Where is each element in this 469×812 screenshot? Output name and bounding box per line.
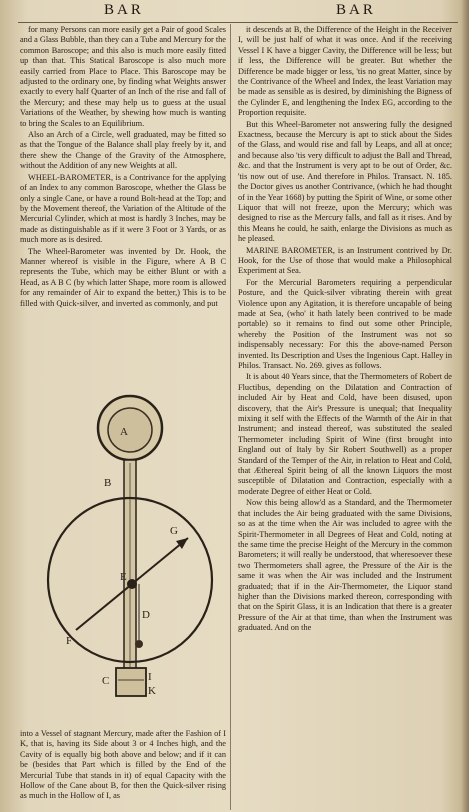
running-header <box>0 2 469 20</box>
mercury-vessel <box>116 668 146 696</box>
paragraph: for many Persons can more easily get a Pair of good Scales and a Glass Bubble, than they can a Tube and Mercury for the common Baroscope; and this also is much more easily fitted up than that. This Statical Baroscope is also much more easily carried from Place to Place. This Baroscope may be adjusted to the ordinary one, by finding what Weights answer exactly to every half Quarter of an Inch of the rise and fall of the Mercury; and these may help us to guess at the usual Variations of the Weather, by shewing how much is wanting to bring the Scales to an Equilibrium. <box>20 25 226 128</box>
label-g: G <box>170 525 178 537</box>
header-rule <box>18 22 458 23</box>
label-f: F <box>66 635 73 647</box>
label-e: E <box>120 571 127 583</box>
paragraph: Also an Arch of a Circle, well graduated, may be fitted so as that the Tongue of the Balance shall play freely by it, and there shew the Change of the Gravity of the Atmosphere, without the Addition of any new Weights at all. <box>20 130 226 171</box>
wheel-barometer-engraving <box>46 368 216 726</box>
page-edge-shadow <box>461 0 469 812</box>
column-divider <box>230 24 231 810</box>
label-a: A <box>120 426 128 438</box>
paragraph: WHEEL-BAROMETER, is a Contrivance for the applying of an Index to any common Baroscope, whether the Glass be only a single Cane, or have a round Bolt-head at the Top; and by the Movement thereof, the Variation of the Altitude of the Mercurial Cylinder, which at most is hardly 3 Inches, may be made as distinguishable as if it were 3 Foot or 3 Yards, or as much more as is desired. <box>20 172 226 245</box>
paragraph: But this Wheel-Barometer not answering fully the designed Exactness, because the Mercury is apt to stick about the Sides of the Glass, and would rise and fall by Leaps, and all at once; and because also 'tis very difficult to adjust the Ball and Thread, &c. and that the Instrument is very apt to be out of Order, &c. 'tis now out of use. And therefore in Philos. Transact. N. 185. the Doctor gives us another Contrivance, (which he had thought of in the Year 1668) by putting the Spirit of Wine, or some other Liquor that will not freeze, upon the Mercury; which was designed to rise as the Mercury falls, and fall as it rises. And by this Means he could, he saith, enlarge the Divisions as much as he pleased. <box>238 119 452 244</box>
header-left: BAR <box>104 2 144 18</box>
paragraph: into a Vessel of stagnant Mercury, made after the Fashion of I K, that is, having its Side about 3 or 4 Inches high, and the Cavity of is equally big both above and below; and if it can be (besides that Part which is filled by the End of the Mercurial Tube that stands in it) of equal Capacity with the Hollow of the Cane about B, for then the Quick-silver rising as much in the Hollow of I, as <box>20 729 226 801</box>
wheel-hub <box>127 579 137 589</box>
left-column-continuation <box>20 729 226 803</box>
paragraph: It is about 40 Years since, that the Thermometers of Robert de Fluctibus, depending on the Dilatation and Contraction of included Air by Heat and Cold, have been disused, upon discovery, that the Air's Pressure is unequal; that Inequality mixing it self with the Effects of the Warmth of the Air in that Instrument; and instead thereof, was substituted the sealed Thermometer including Spirit of Wine (first brought into England out of Italy by Sir Robert Southwell) as a proper Standard of the Temper of the Air, in relation to Heat and Cold, that Æthereal Spirit being of all the known Liquors the most susceptible of Dilatation and Contraction, especially with a moderate Degree of either Heat or Cold. <box>238 372 452 496</box>
paragraph: The Wheel-Barometer was invented by Dr. Hook, the Manner whereof is visible in the Figure, where A B C represents the Tube, which may be either Blunt or with a Head, as A B C (by which latter Shape, more room is allowed for any remainder of Air to expand the better,) This is to be filled with Quick-silver, and inverted as commonly, and put <box>20 246 226 308</box>
left-column <box>20 25 226 310</box>
right-column <box>238 25 452 635</box>
wheel-barometer-figure <box>46 368 216 726</box>
paragraph: it descends at B, the Difference of the Height in the Receiver I, will be just half of what it was once. And if the receiving Vessel I K have a bigger Cavity, the Difference will be less; but if less, the Difference will be greater. But whether the Difference be made bigger or less, 'tis no great Matter, since by the Contrivance of the Wheel and Index, the least Variation may be made as sensible as is desired, by diminishing the Bigness of the Cylinder E, and lengthening the Index EG, according to the Proportion requisite. <box>238 25 452 118</box>
label-b: B <box>104 477 112 489</box>
label-c: C <box>102 675 110 687</box>
bulb-inner <box>108 408 152 452</box>
paragraph: For the Mercurial Barometers requiring a perpendicular Posture, and the Quick-silver vibrating therein with great Violence upon any Agitation, it is therefore uncapable of being made at Sea, (who' it hath lately been contrived to be made portable) so it remains to find out some other Principle, whereby the Position of the Instrument was not so indispensably necessary: For this the above-named Person invented. Its Description and Uses the Ingenious Capt. Halley in Philos. Transact. No. 269. gives as follows. <box>238 277 452 370</box>
label-i: I <box>148 671 152 683</box>
label-k: K <box>148 685 156 697</box>
paragraph: Now this being allow'd as a Standard, and the Thermometer that includes the Air being graduated with the same Divisions, so as at the time when the Air was included to agree with the Spirit-Thermometer in all Degrees of Heat and Cold, noting at the same time the precise Height of the Mercury in the common Barometers; it will really be understood, that wheresoever these two Thermometers shall agree, the Pressure of the Air is the same it was when the Air was included and the Instrument graduated; that if in the Air-Thermometer, the Liquor stand higher than the Divisions marked thereon, corresponding with that on the Spirit Glass, it is an Indication that there is a greater Pressure of the Air at that time, than when the Instrument was graduated. And on the <box>238 498 452 633</box>
label-d: D <box>142 609 150 621</box>
weight-ball <box>135 640 143 648</box>
paragraph: MARINE BAROMETER, is an Instrument contrived by Dr. Hook, for the Use of those that would make a Philosophical Experiment at Sea. <box>238 245 452 276</box>
header-right: BAR <box>336 2 376 18</box>
